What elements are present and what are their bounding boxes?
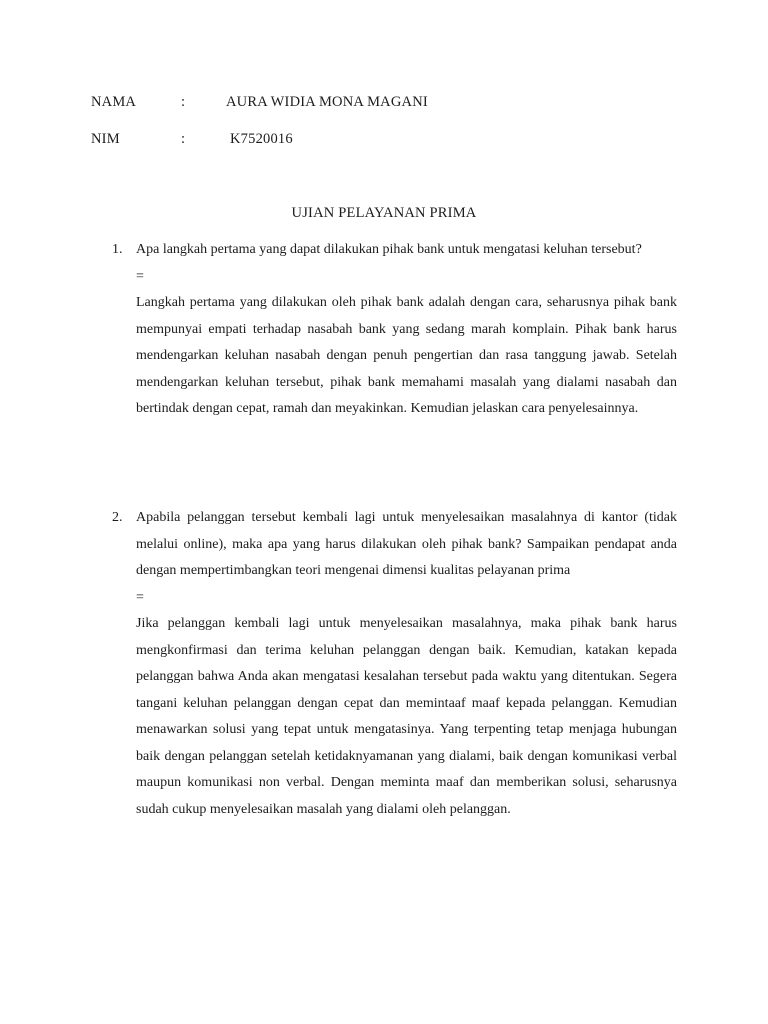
name-value: AURA WIDIA MONA MAGANI: [226, 94, 428, 110]
question-item-1: [112, 237, 677, 423]
question-item-2: [112, 505, 677, 823]
name-label: NAMA: [91, 94, 137, 110]
question-number: 2.: [112, 510, 123, 525]
answer-separator: =: [136, 589, 144, 605]
question-text: Apa langkah pertama yang dapat dilakukan pihak bank untuk mengatasi keluhan tersebut?: [136, 242, 642, 257]
answer-text: Jika pelanggan kembali lagi untuk menyelesaikan masalahnya, maka pihak bank harus mengkonfirmasi dan terima keluhan pelanggan dengan baik. Kemudian, katakan kepada pelanggan bahwa Anda akan mengatasi kesalahan tersebut pada waktu yang ditentukan. Segera tangani keluhan pelanggan dengan cepat dan memintaaf maaf kepada pelanggan. Kemudian menawarkan solusi yang tepat untuk mengatasinya. Yang terpenting tetap menjaga hubungan baik dengan pelanggan setelah ketidaknyamanan yang dialami, baik dengan komunikasi verbal maupun komunikasi non verbal. Dengan meminta maaf dan memberikan solusi, seharusnya sudah cukup menyelesaikan masalah yang dialami oleh pelanggan.: [136, 616, 677, 817]
answer-separator: =: [136, 268, 144, 284]
nim-colon: :: [181, 131, 186, 147]
name-row: [91, 92, 691, 112]
document-title: UJIAN PELAYANAN PRIMA: [291, 205, 477, 221]
question-text: Apabila pelanggan tersebut kembali lagi untuk menyelesaikan masalahnya di kantor (tidak melalui online), maka apa yang harus dilakukan oleh pihak bank? Sampaikan pendapat anda dengan mempertimbangkan teori mengenai dimensi kualitas pelayanan prima: [136, 510, 677, 578]
name-colon: :: [181, 94, 186, 110]
answer-text: Langkah pertama yang dilakukan oleh pihak bank adalah dengan cara, seharusnya pihak bank mempunyai empati terhadap nasabah bank yang sedang marah komplain. Pihak bank harus mendengarkan keluhan nasabah dengan penuh pengertian dan rasa tanggung jawab. Setelah mendengarkan keluhan tersebut, pihak bank memahami masalah yang dialami nasabah dan bertindak dengan cepat, ramah dan meyakinkan. Kemudian jelaskan cara penyelesainnya.: [136, 295, 677, 416]
nim-label: NIM: [91, 131, 120, 147]
nim-value: K7520016: [230, 131, 293, 147]
question-number: 1.: [112, 242, 123, 257]
nim-row: [91, 129, 691, 149]
